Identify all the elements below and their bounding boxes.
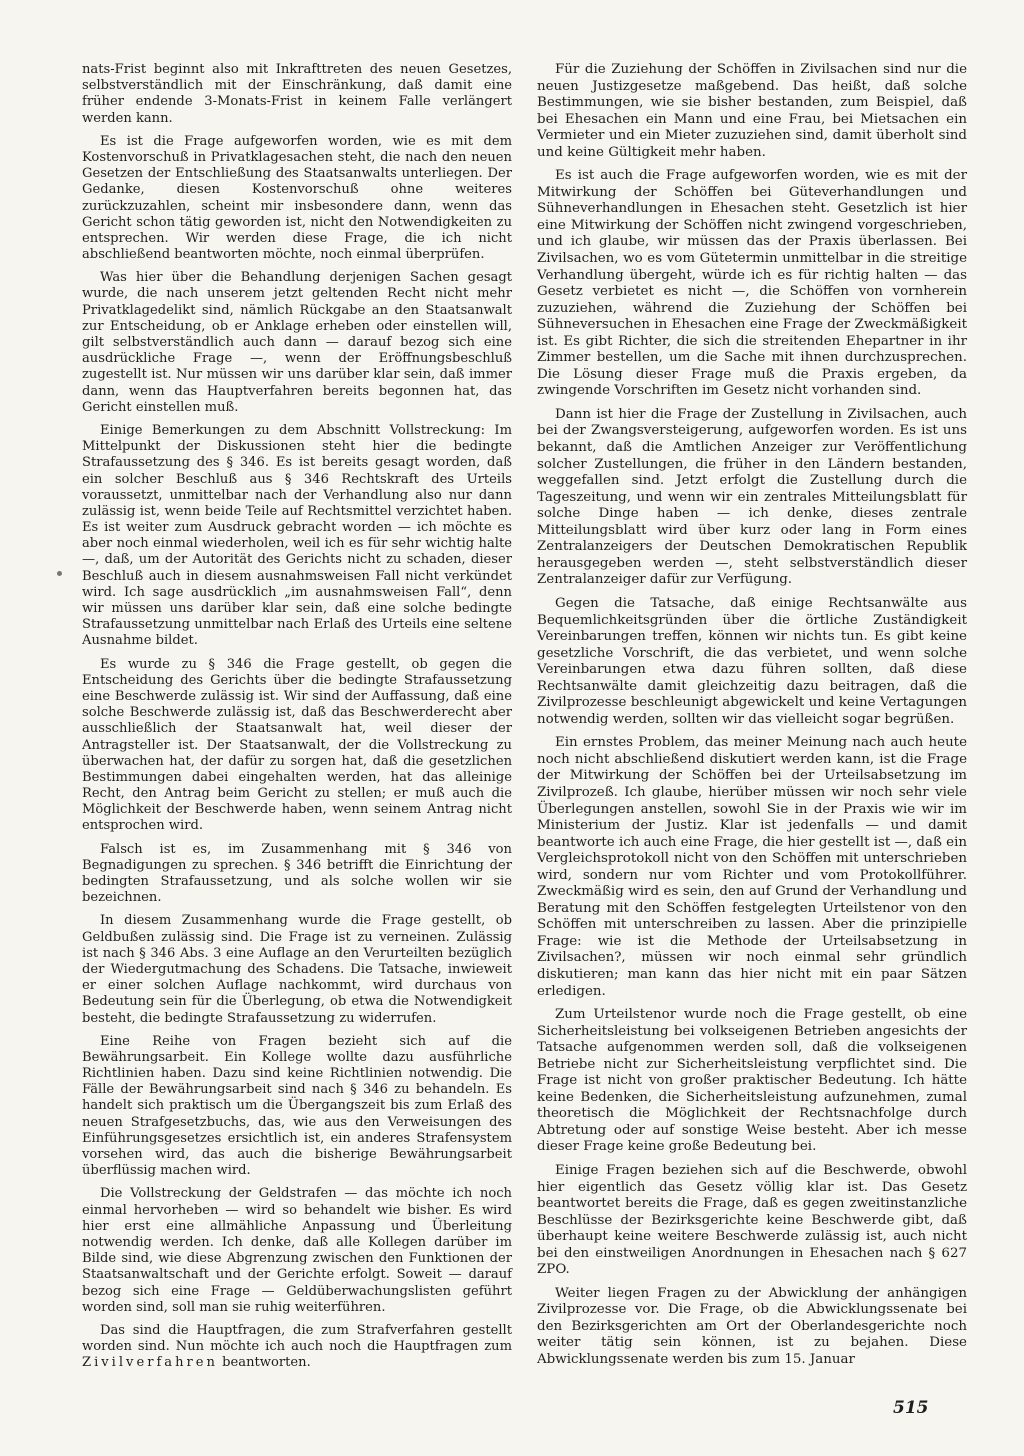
- spaced-term: Zivilverfahren: [82, 1355, 218, 1371]
- paragraph: Zum Urteilstenor wurde noch die Frage gestellt, ob eine Sicherheitsleistung bei volkseigenen Betrieben angesichts der Tatsache aufgenommen werden soll, daß die volkseigenen Betriebe nicht zur Sicherheitsleistung verpflichtet sind. Die Frage ist nicht von großer praktischer Bedeutung. Ich hätte keine Bedenken, die Sicherheitsleistung aufzunehmen, zumal theoretisch die Möglichkeit der Rechtsnachfolge durch Abtretung oder auf sonstige Weise besteht. Aber ich messe dieser Frage keine große Bedeutung bei.: [537, 1007, 967, 1155]
- right-column: [537, 62, 967, 1376]
- paragraph: Einige Bemerkungen zu dem Abschnitt Vollstreckung: Im Mittelpunkt der Diskussionen steht hier die bedingte Strafaussetzung des § 346. Es ist bereits gesagt worden, daß ein solcher Beschluß aus § 346 Rechtskraft des Urteils voraussetzt, unmittelbar nach der Verhandlung also nur dann zulässig ist, wenn beide Teile auf Rechtsmittel verzichtet haben. Es ist weiter zum Ausdruck gebracht worden — ich möchte es aber noch einmal wiederholen, weil ich es für sehr wichtig halte —, daß, um der Autorität des Gerichts nicht zu schaden, dieser Beschluß auch in diesem ausnahmsweisen Fall nicht verkündet wird. Ich sage ausdrücklich „im ausnahmsweisen Fall“, denn wir müssen uns darüber klar sein, daß eine solche bedingte Strafaussetzung unmittelbar nach Erlaß des Urteils eine seltene Ausnahme bildet.: [82, 422, 512, 649]
- paragraph: nats-Frist beginnt also mit Inkrafttreten des neuen Gesetzes, selbstverständlich mit der Einschränkung, daß damit eine früher endende 3-Monats-Frist in keinem Falle verlängert werden kann.: [82, 62, 512, 126]
- paragraph: Es ist die Frage aufgeworfen worden, wie es mit dem Kostenvorschuß in Privatklagesachen steht, die nach den neuen Gesetzen der Entschließung des Staatsanwalts unterliegen. Der Gedanke, diesen Kostenvorschuß ohne weiteres zurückzuzahlen, scheint mir insbesondere dann, wenn das Gericht schon tätig geworden ist, nicht den Notwendigkeiten zu entsprechen. Wir werden diese Frage, die ich nicht abschließend beantworten möchte, noch einmal überprüfen.: [82, 133, 512, 263]
- paragraph-text: Das sind die Hauptfragen, die zum Strafverfahren gestellt worden sind. Nun möchte ich auch noch die Hauptfragen zum: [82, 1322, 512, 1355]
- paragraph: Für die Zuziehung der Schöffen in Zivilsachen sind nur die neuen Justizgesetze maßgebend. Das heißt, daß solche Bestimmungen, wie sie bisher bestanden, zum Beispiel, daß bei Ehesachen ein Mann und eine Frau, bei Mietsachen ein Vermieter und ein Mieter zuzuziehen sind, damit überholt sind und keine Gültigkeit mehr haben.: [537, 62, 967, 160]
- paragraph: Weiter liegen Fragen zu der Abwicklung der anhängigen Zivilprozesse vor. Die Frage, ob die Abwicklungssenate bei den Bezirksgerichten am Ort der Oberlandesgerichte noch weiter tätig sein können, ist zu bejahen. Diese Abwicklungssenate werden bis zum 15. Januar: [537, 1285, 967, 1368]
- paragraph: Es wurde zu § 346 die Frage gestellt, ob gegen die Entscheidung des Gerichts über die bedingte Strafaussetzung eine Beschwerde zulässig ist. Wir sind der Auffassung, daß eine solche Beschwerde zulässig ist, daß das Beschwerderecht aber ausschließlich der Staatsanwalt hat, weil dieser der Antragsteller ist. Der Staatsanwalt, der die Vollstreckung zu überwachen hat, der dafür zu sorgen hat, daß die gesetzlichen Bestimmungen dabei eingehalten werden, hat das alleinige Recht, den Antrag beim Gericht zu stellen; er muß auch die Möglichkeit der Beschwerde haben, wenn seinem Antrag nicht entsprochen wird.: [82, 656, 512, 834]
- paragraph: Die Vollstreckung der Geldstrafen — das möchte ich noch einmal hervorheben — wird so behandelt wie bisher. Es wird hier erst eine allmähliche Anpassung und Überleitung notwendig werden. Ich denke, daß alle Kollegen darüber im Bilde sind, wie diese Abgrenzung zwischen den Funktionen der Staatsanwaltschaft und der Gerichte erfolgt. Soweit — darauf bezog sich eine Frage — Geldüberwachungslisten geführt worden sind, soll man sie ruhig weiterführen.: [82, 1186, 512, 1315]
- paragraph: Ein ernstes Problem, das meiner Meinung nach auch heute noch nicht abschließend diskutiert werden kann, ist die Frage der Mitwirkung der Schöffen bei der Urteilsabsetzung im Zivilprozeß. Ich glaube, hierüber müssen wir noch sehr viele Überlegungen anstellen, sowohl Sie in der Praxis wie wir im Ministerium der Justiz. Klar ist jedenfalls — und damit beantworte ich auch eine Frage, die hier gestellt ist —, daß ein Vergleichsprotokoll nicht von den Schöffen mit unterschrieben wird, sondern nur vom Richter und vom Protokollführer. Zweckmäßig wird es sein, den auf Grund der Verhandlung und Beratung mit den Schöffen festgelegten Urteilstenor von den Schöffen mit unterschreiben zu lassen. Aber die prinzipielle Frage: wie ist die Methode der Urteilsabsetzung in Zivilsachen?, müssen wir noch einmal sehr gründlich diskutieren; man kann das hier nicht mit ein paar Sätzen erledigen.: [537, 735, 968, 999]
- margin-mark: [57, 571, 62, 576]
- paragraph: Eine Reihe von Fragen bezieht sich auf die Bewährungsarbeit. Ein Kollege wollte dazu ausführliche Richtlinien haben. Dazu sind keine Richtlinien notwendig. Die Fälle der Bewährungsarbeit sind nach § 346 zu behandeln. Es handelt sich praktisch um die Übergangszeit bis zum Erlaß des neuen Strafgesetzbuchs, das, wie aus den Verweisungen des Einführungsgesetzes ersichtlich ist, ein anderes Strafensystem vorsehen wird, das auch die bisherige Bewährungsarbeit überflüssig machen wird.: [82, 1033, 512, 1179]
- paragraph: Einige Fragen beziehen sich auf die Beschwerde, obwohl hier eigentlich das Gesetz völlig klar ist. Das Gesetz beantwortet bereits die Frage, daß es gegen zweitinstanzliche Beschlüsse der Bezirksgerichte keine Beschwerde gibt, daß überhaupt keine weitere Beschwerde zulässig ist, auch nicht bei den einstweiligen Anordnungen in Ehesachen nach § 627 ZPO.: [537, 1163, 967, 1278]
- paragraph: Gegen die Tatsache, daß einige Rechtsanwälte aus Bequemlichkeitsgründen über die örtliche Zuständigkeit Vereinbarungen treffen, können wir nichts tun. Es gibt keine gesetzliche Vorschrift, die das verbietet, und wenn solche Vereinbarungen etwa dazu führen sollten, daß diese Rechtsanwälte damit gleichzeitig dazu beitragen, daß die Zivilprozesse beschleunigt abgewickelt und keine Vertagungen notwendig werden, sollten wir das vielleicht sogar begrüßen.: [537, 595, 967, 727]
- page-number: 515: [893, 1398, 929, 1418]
- paragraph: Falsch ist es, im Zusammenhang mit § 346 von Begnadigungen zu sprechen. § 346 betrifft die Einrichtung der bedingten Strafaussetzung, und als solche wollen wir sie bezeichnen.: [82, 841, 512, 906]
- paragraph: Es ist auch die Frage aufgeworfen worden, wie es mit der Mitwirkung der Schöffen bei Güteverhandlungen und Sühneverhandlungen in Ehesachen steht. Gesetzlich ist hier eine Mitwirkung der Schöffen nicht zwingend vorgeschrieben, und ich glaube, wir müssen das der Praxis überlassen. Bei Zivilsachen, wo es vom Gütetermin unmittelbar in die streitige Verhandlung übergeht, würde ich es für richtig halten — das Gesetz verbietet es nicht —, die Schöffen von vornherein zuzuziehen, während die Zuziehung der Schöffen bei Sühneversuchen in Ehesachen eine Frage der Zweckmäßigkeit ist. Es gibt Richter, die sich die streitenden Ehepartner in ihr Zimmer bestellen, um die Sache mit ihnen durchzusprechen. Die Lösung dieser Frage muß die Praxis ergeben, da zwingende Vorschriften im Gesetz nicht vorhanden sind.: [537, 168, 967, 399]
- paragraph: Was hier über die Behandlung derjenigen Sachen gesagt wurde, die nach unserem jetzt geltenden Recht nicht mehr Privatklagedelikt sind, nämlich Rückgabe an den Staatsanwalt zur Entscheidung, ob er Anklage erheben oder einstellen will, gilt selbstverständlich auch dann — darauf bezog sich eine ausdrückliche Frage —, wenn der Eröffnungsbeschluß zugestellt ist. Nur müssen wir uns darüber klar sein, daß immer dann, wenn das Hauptverfahren bereits begonnen hat, das Gericht einstellen muß.: [82, 270, 512, 415]
- paragraph-last: [82, 1323, 512, 1372]
- paragraph: Dann ist hier die Frage der Zustellung in Zivilsachen, auch bei der Zwangsversteigerung, aufgeworfen worden. Es ist uns bekannt, daß die Amtlichen Anzeiger zur Veröffentlichung solcher Zustellungen, die früher in den Ländern bestanden, weggefallen sind. Jetzt erfolgt die Zustellung durch die Tageszeitung, und wenn wir ein zentrales Mitteilungsblatt für solche Dinge haben — ich denke, dieses zentrale Mitteilungsblatt wird über kurz oder lang in Form eines Zentralanzeigers der Deutschen Demokratischen Republik herausgegeben werden —, steht selbstverständlich dieser Zentralanzeiger dafür zur Verfügung.: [537, 406, 967, 588]
- paragraph: In diesem Zusammenhang wurde die Frage gestellt, ob Geldbußen zulässig sind. Die Frage ist zu verneinen. Zulässig ist nach § 346 Abs. 3 eine Auflage an den Verurteilten bezüglich der Wiedergutmachung des Schadens. Die Tatsache, inwieweit er einer solchen Auflage nachkommt, wird durchaus von Bedeutung sein für die Überlegung, ob etwa die Notwendigkeit besteht, die bedingte Strafaussetzung zu widerrufen.: [82, 913, 512, 1026]
- left-column: [82, 62, 512, 1378]
- paragraph-text: beantworten.: [222, 1355, 311, 1371]
